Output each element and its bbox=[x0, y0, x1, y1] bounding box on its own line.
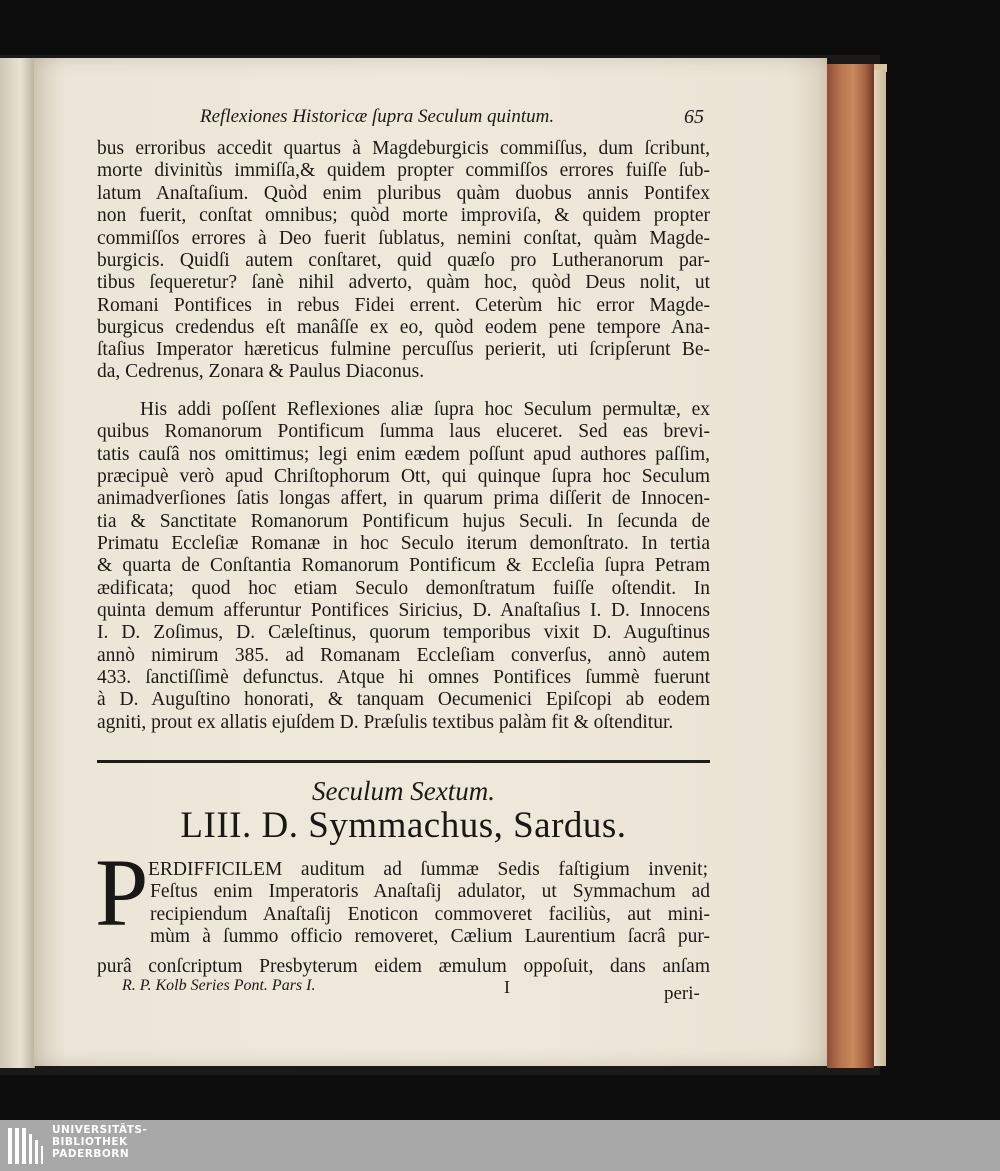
book-fore-edge-right bbox=[874, 70, 886, 1066]
paragraph-line: burgicus credendus eſt manâſſe ex eo, quòd eodem pene tempore Ana- bbox=[97, 317, 710, 338]
paragraph-line: Primatu Eccleſiæ Romanæ in hoc Seculo iterum demonſtrato. In tertia bbox=[97, 533, 710, 554]
paragraph-line: quinta demum afferuntur Pontifices Siricius, D. Anaſtaſius I. D. Innocens bbox=[97, 600, 710, 621]
paragraph-line: tia & Sanctitate Romanorum Pontificum hujus Seculi. In ſecunda de bbox=[97, 511, 710, 532]
drop-cap-line: recipiendum Anaſtaſij Enoticon commoveret faciliùs, aut mini- bbox=[150, 904, 710, 925]
paragraph-line: tatis cauſâ nos omittimus; legi enim eædem poſſunt apud authores paſſim, bbox=[97, 444, 710, 465]
paragraph-line: à D. Auguſtino honorati, & tanquam Oecumenici Epiſcopi ab eodem bbox=[97, 689, 710, 710]
page-number: 65 bbox=[684, 106, 704, 128]
library-logo-icon bbox=[6, 1124, 46, 1168]
paragraph-line: non fuerit, conſtat omnibus; quòd morte improviſa, & quidem propter bbox=[97, 205, 710, 226]
paragraph-line: bus erroribus accedit quartus à Magdeburgicis commiſſus, dum ſcribunt, bbox=[97, 138, 710, 159]
paragraph-line: da, Cedrenus, Zonara & Paulus Diaconus. bbox=[97, 361, 425, 382]
paragraph-line: burgicis. Quidſi autem conſtaret, quid quæſo pro Lutheranorum par- bbox=[97, 250, 710, 271]
paragraph-line: quibus Romanorum Pontificum ſumma laus eluceret. Sed eas brevi- bbox=[97, 421, 710, 442]
book-fore-edge bbox=[827, 64, 874, 1068]
section-title: Seculum Sextum. bbox=[312, 776, 495, 806]
paragraph-line: annò nimirum 385. ad Romanam Eccleſiam converſus, annò autem bbox=[97, 645, 710, 666]
footer-signature: R. P. Kolb Series Pont. Pars I. bbox=[122, 977, 316, 994]
catchword: peri- bbox=[664, 983, 700, 1004]
left-page-edge bbox=[0, 58, 35, 1068]
paragraph-line: præcipuè verò apud Chriſtophorum Ott, qui quinque ſupra hoc Seculum bbox=[97, 466, 710, 487]
running-head: Reflexiones Historicæ ſupra Seculum quintum. bbox=[200, 106, 555, 127]
paragraph-line: latum Anaſtaſium. Quòd enim pluribus quàm duobus annis Pontifex bbox=[97, 183, 710, 204]
paragraph-line: tibus ſequeretur? ſanè nihil adverto, quàm hoc, quòd Deus nolit, ut bbox=[97, 272, 710, 293]
drop-cap-line: mùm à ſummo officio removeret, Cælium Laurentium ſacrâ pur- bbox=[150, 926, 710, 947]
paragraph-line: ſtaſius Imperator hæreticus fulmine percuſſus perierit, uti ſcripſerunt Be- bbox=[97, 339, 710, 360]
paragraph-line: commiſſos errores à Deo fuerit ſublatus, nemini conſtat, quàm Magde- bbox=[97, 228, 710, 249]
paragraph-line: & quarta de Conſtantia Romanorum Pontificum & Eccleſia ſupra Petram bbox=[97, 555, 710, 576]
drop-cap-line: ERDIFFICILEM auditum ad ſummæ Sedis faſtigium invenit; bbox=[148, 859, 708, 880]
paragraph-line: morte divinitùs immiſſa,& quidem propter commiſſos errores fuiſſe ſub- bbox=[97, 160, 710, 181]
paragraph-line: agniti, prout ex allatis ejuſdem D. Præſulis textibus palàm fit & oſtenditur. bbox=[97, 712, 674, 733]
paragraph-line: ædificata; quod hoc etiam Seculo demonſtratum fuiſſe oſtendit. In bbox=[97, 578, 710, 599]
library-name-line2: BIBLIOTHEK bbox=[52, 1136, 128, 1148]
drop-cap-line: Feſtus enim Imperatoris Anaſtaſij adulator, ut Symmachum ad bbox=[150, 881, 710, 902]
paragraph-line: 433. ſanctiſſimè defunctus. Atque hi omnes Pontifices ſummè fuerunt bbox=[97, 667, 710, 688]
paragraph-line: Romani Pontifices in rebus Fidei errent. Ceterùm hic error Magde- bbox=[97, 295, 710, 316]
library-name-line3: PADERBORN bbox=[52, 1148, 130, 1160]
section-rule bbox=[97, 760, 710, 763]
paragraph-line: animadverſiones ſatis longas affert, in quarum prima diſſerit de Innocen- bbox=[97, 488, 710, 509]
paragraph-line: I. D. Zoſimus, D. Cæleſtinus, quorum temporibus vixit D. Auguſtinus bbox=[97, 622, 710, 643]
paragraph-line: purâ conſcriptum Presbyterum eidem æmulum oppoſuit, dans anſam bbox=[97, 956, 710, 977]
footer-signature-mark: I bbox=[504, 977, 510, 997]
entry-heading: LIII. D. Symmachus, Sardus. bbox=[180, 805, 627, 846]
library-name-line1: UNIVERSITÄTS- bbox=[52, 1124, 148, 1136]
paragraph-line: His addi poſſent Reflexiones aliæ ſupra hoc Seculum permultæ, ex bbox=[140, 399, 710, 420]
drop-cap: P bbox=[95, 839, 149, 946]
library-footer-bar bbox=[0, 1120, 1000, 1171]
